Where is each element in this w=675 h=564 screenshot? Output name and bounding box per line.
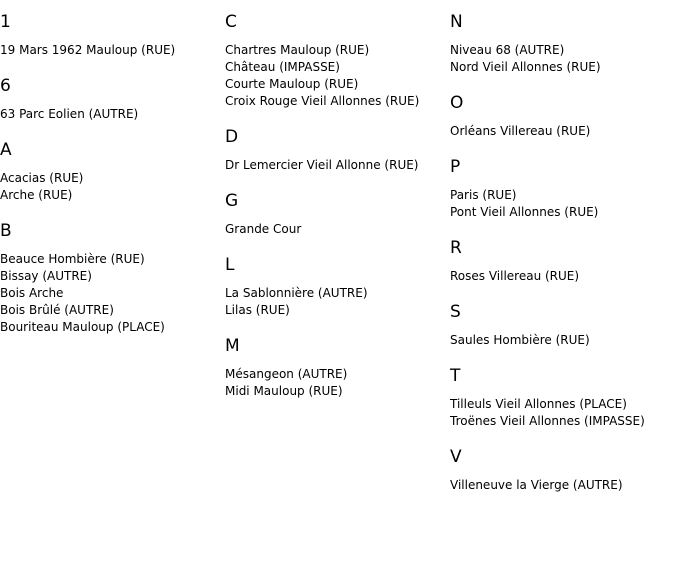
street-link[interactable]: Grande Cour — [225, 222, 302, 236]
letter-group — [225, 12, 450, 110]
street-link[interactable]: Arche (RUE) — [0, 188, 73, 202]
letter-heading: B — [0, 221, 12, 241]
street-link[interactable]: Roses Villereau (RUE) — [450, 269, 580, 283]
street-link[interactable]: Bissay (AUTRE) — [0, 269, 92, 283]
letter-heading: G — [225, 191, 239, 211]
index-column — [225, 0, 450, 511]
letter-heading: 1 — [0, 12, 11, 32]
letter-heading: A — [0, 140, 12, 160]
letter-heading: T — [450, 366, 461, 386]
street-link[interactable]: Lilas (RUE) — [225, 303, 290, 317]
street-link[interactable]: Beauce Hombière (RUE) — [0, 252, 145, 266]
street-link[interactable]: Bouriteau Mauloup (PLACE) — [0, 320, 165, 334]
street-link[interactable]: Bois Arche — [0, 286, 64, 300]
letter-heading: P — [450, 157, 461, 177]
letter-heading: V — [450, 447, 462, 467]
letter-heading: N — [450, 12, 463, 32]
letter-heading: O — [450, 93, 464, 113]
letter-group — [0, 140, 225, 204]
street-link[interactable]: Acacias (RUE) — [0, 171, 84, 185]
street-link[interactable]: Pont Vieil Allonnes (RUE) — [450, 205, 599, 219]
index-column — [450, 0, 675, 511]
letter-group — [450, 157, 675, 221]
letter-heading: S — [450, 302, 461, 322]
street-link[interactable]: 63 Parc Eolien (AUTRE) — [0, 107, 139, 121]
street-link[interactable]: Courte Mauloup (RUE) — [225, 77, 359, 91]
letter-heading: C — [225, 12, 237, 32]
street-link[interactable]: Château (IMPASSE) — [225, 60, 340, 74]
street-link[interactable]: Tilleuls Vieil Allonnes (PLACE) — [450, 397, 627, 411]
street-link[interactable]: Dr Lemercier Vieil Allonne (RUE) — [225, 158, 419, 172]
street-link[interactable]: Orléans Villereau (RUE) — [450, 124, 591, 138]
letter-group — [450, 238, 675, 285]
letter-group — [0, 76, 225, 123]
letter-group — [450, 447, 675, 494]
letter-group — [450, 366, 675, 430]
street-link[interactable]: Villeneuve la Vierge (AUTRE) — [450, 478, 623, 492]
street-link[interactable]: Troënes Vieil Allonnes (IMPASSE) — [450, 414, 645, 428]
street-link[interactable]: Croix Rouge Vieil Allonnes (RUE) — [225, 94, 420, 108]
letter-heading: L — [225, 255, 235, 275]
street-link[interactable]: Bois Brûlé (AUTRE) — [0, 303, 114, 317]
street-link[interactable]: Midi Mauloup (RUE) — [225, 384, 343, 398]
letter-heading: D — [225, 127, 239, 147]
letter-group — [225, 336, 450, 400]
letter-heading: 6 — [0, 76, 11, 96]
letter-group — [225, 255, 450, 319]
street-link[interactable]: Paris (RUE) — [450, 188, 517, 202]
letter-heading: R — [450, 238, 462, 258]
letter-heading: M — [225, 336, 240, 356]
letter-group — [450, 12, 675, 76]
letter-group — [225, 191, 450, 238]
street-link[interactable]: La Sablonnière (AUTRE) — [225, 286, 368, 300]
letter-group — [450, 302, 675, 349]
letter-group — [225, 127, 450, 174]
street-link[interactable]: 19 Mars 1962 Mauloup (RUE) — [0, 43, 176, 57]
street-link[interactable]: Saules Hombière (RUE) — [450, 333, 590, 347]
street-link[interactable]: Chartres Mauloup (RUE) — [225, 43, 370, 57]
street-link[interactable]: Mésangeon (AUTRE) — [225, 367, 348, 381]
street-link[interactable]: Nord Vieil Allonnes (RUE) — [450, 60, 601, 74]
street-link[interactable]: Niveau 68 (AUTRE) — [450, 43, 565, 57]
letter-group — [450, 93, 675, 140]
letter-group — [0, 221, 225, 336]
index-column — [0, 0, 225, 511]
letter-group — [0, 12, 225, 59]
